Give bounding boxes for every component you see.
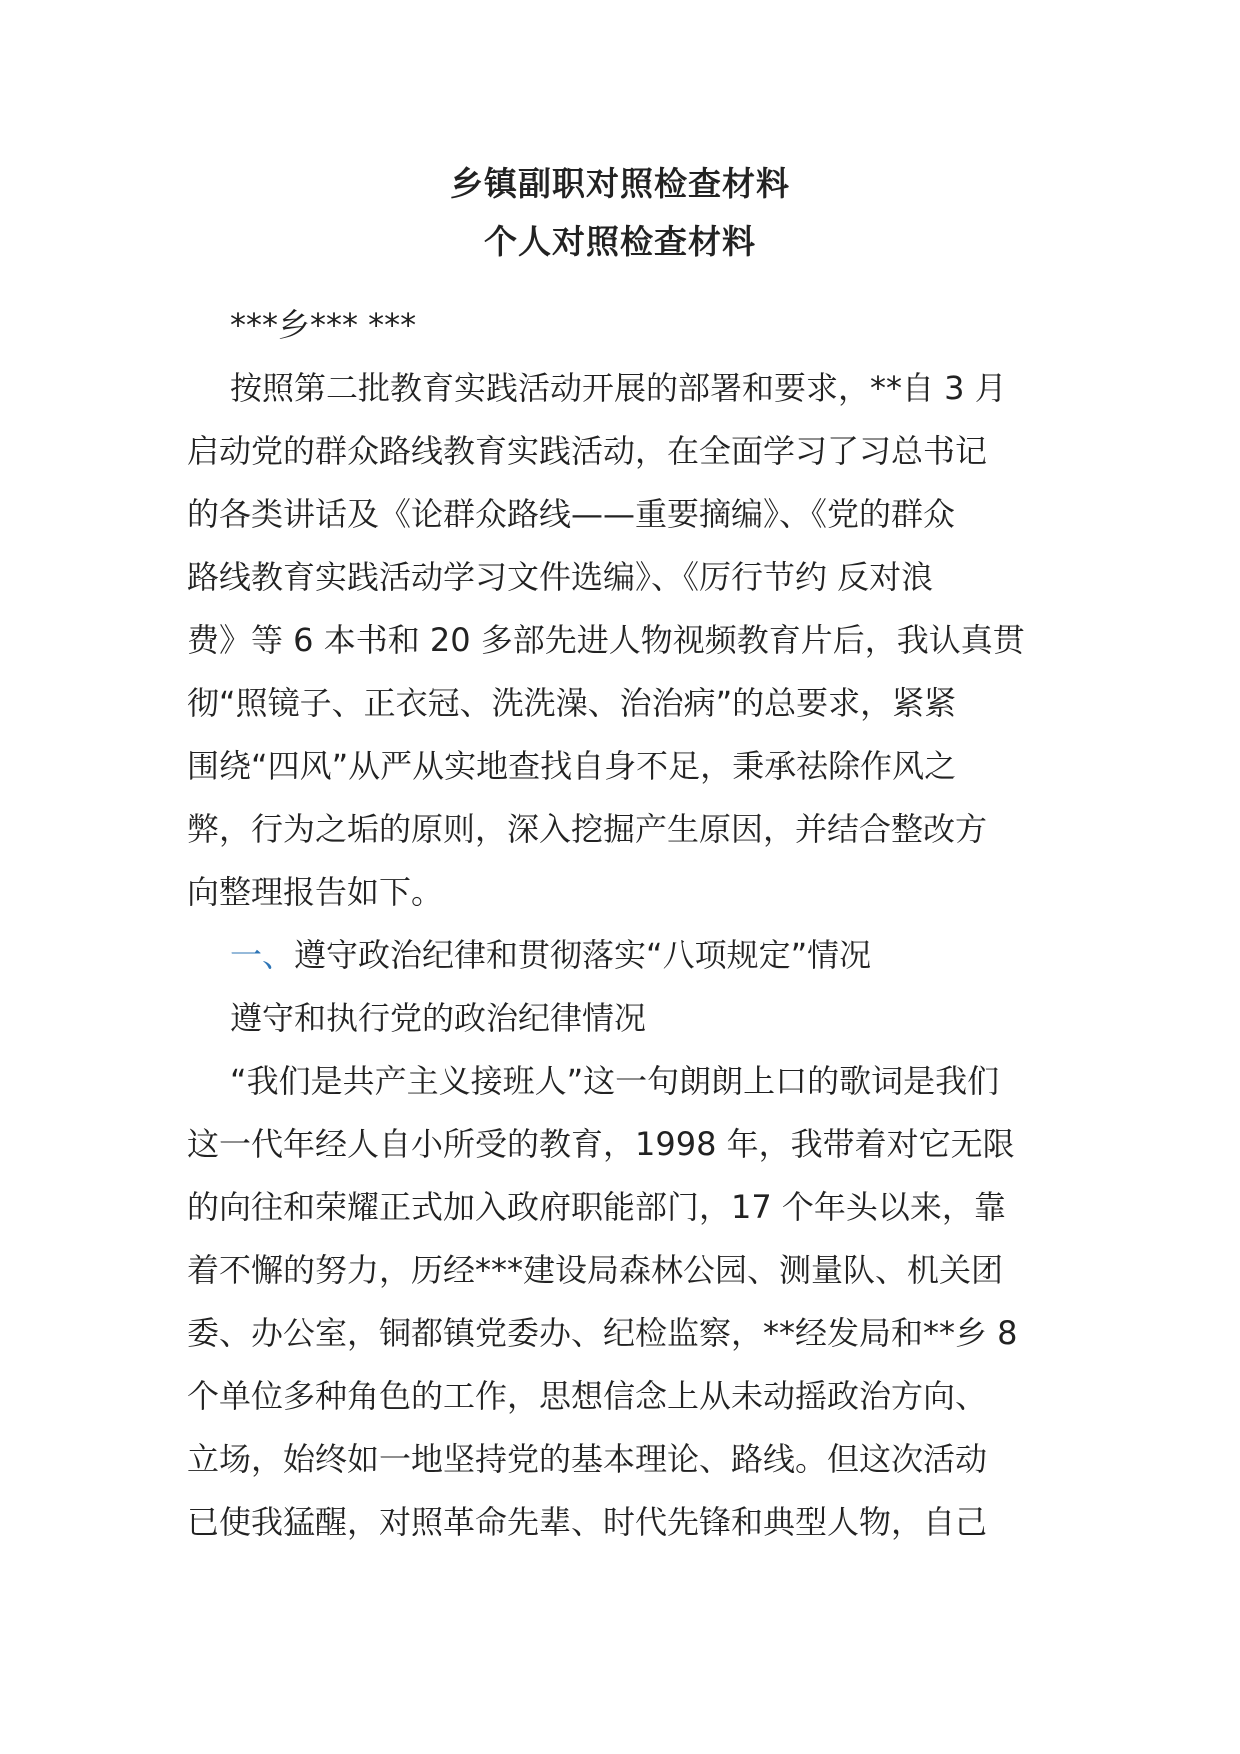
- paragraph-line: 个单位多种角色的工作，思想信念上从未动摇政治方向、: [187, 1377, 988, 1415]
- section-number: 一、: [230, 936, 295, 974]
- paragraph-line: 立场，始终如一地坚持党的基本理论、路线。但这次活动: [187, 1440, 988, 1478]
- section-heading: [230, 935, 871, 975]
- section-heading-text: 遵守政治纪律和贯彻落实“八项规定”情况: [294, 936, 872, 974]
- paragraph-line: 弊，行为之垢的原则，深入挖掘产生原因，并结合整改方: [187, 810, 988, 848]
- paragraph-line: 委、办公室，铜都镇党委办、纪检监察，**经发局和**乡 8: [187, 1314, 1018, 1352]
- paragraph-line: 围绕“四风”从严从实地查找自身不足，秉承祛除作风之: [187, 747, 957, 785]
- paragraph-line: 的向往和荣耀正式加入政府职能部门，17 个年头以来，靠: [187, 1188, 1006, 1226]
- paragraph-line: 这一代年经人自小所受的教育，1998 年，我带着对它无限: [187, 1125, 1015, 1163]
- document-subtitle: 个人对照检查材料: [484, 222, 756, 261]
- paragraph-line: “我们是共产主义接班人”这一句朗朗上口的歌词是我们: [230, 1062, 1000, 1100]
- paragraph-line: 的各类讲话及《论群众路线——重要摘编》、《党的群众: [187, 495, 956, 533]
- paragraph-line: 已使我猛醒，对照革命先辈、时代先锋和典型人物，自己: [187, 1503, 988, 1541]
- subsection-heading: 遵守和执行党的政治纪律情况: [230, 999, 647, 1037]
- paragraph-line: 费》等 6 本书和 20 多部先进人物视频教育片后，我认真贯: [187, 621, 1025, 659]
- paragraph-line: 按照第二批教育实践活动开展的部署和要求，**自 3 月: [230, 369, 1007, 407]
- paragraph-line: 彻“照镜子、正衣冠、洗洗澡、治治病”的总要求，紧紧: [187, 684, 957, 722]
- paragraph-line: 启动党的群众路线教育实践活动，在全面学习了习总书记: [187, 432, 988, 470]
- paragraph-line: 路线教育实践活动学习文件选编》、《厉行节约 反对浪: [187, 558, 934, 596]
- paragraph-line: 向整理报告如下。: [187, 873, 444, 911]
- document-title: 乡镇副职对照检查材料: [450, 164, 790, 203]
- paragraph-line: 着不懈的努力，历经***建设局森林公园、测量队、机关团: [187, 1251, 1004, 1289]
- author-line: ***乡*** ***: [230, 306, 417, 344]
